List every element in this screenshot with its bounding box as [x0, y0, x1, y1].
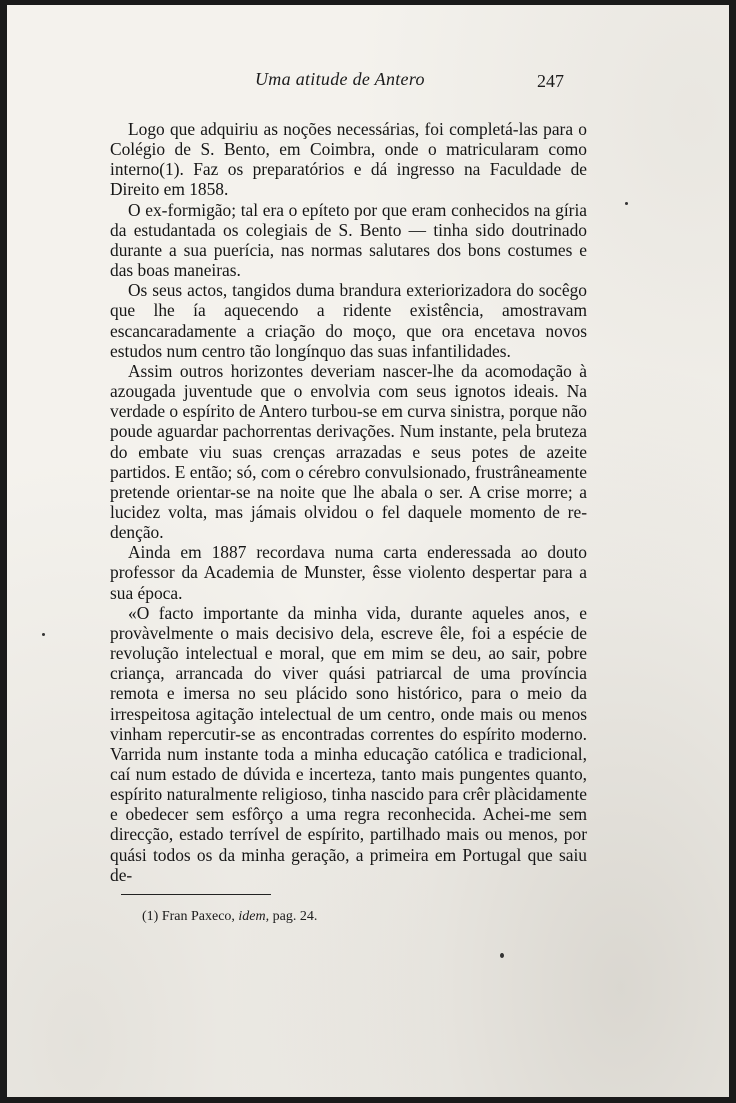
paragraph-1: Logo que adquiriu as noções necessárias, foi completá-las para o Colégio de S. Bento, em Coimbra, onde o matricularam como interno(1). Faz os preparatórios e dá ingresso na Faculdade de Direito em 1858. — [110, 119, 587, 200]
paper-speck — [500, 953, 504, 958]
paper-speck — [625, 202, 628, 205]
paragraph-3: Os seus actos, tangidos duma brandura exteriorizadora do socêgo que lhe ía aquecendo a ridente existência, amostravam escancaradamente a criação do moço, que ora encetava novos estudos num centro tão longínquo das suas infantilidades. — [110, 280, 587, 361]
paper-speck — [42, 633, 45, 636]
footnote-idem: idem, — [238, 909, 270, 924]
paragraph-2: O ex-formigão; tal era o epíteto por que eram conhecidos na gíria da estudantada os colegiais de S. Bento — tinha sido doutrinado durante a sua puerícia, nas normas salutares dos bons costumes e das boas maneiras. — [110, 199, 587, 281]
paragraph-6: «O facto importante da minha vida, durante aqueles anos, e provàvelmente o mais decisivo dela, escreve êle, foi a espécie de revolução intelectual e moral, que em mim se deu, ao sair, pobre criança, arrancada do viver quási patriarcal de uma província remota e imersa no seu plácido sono histórico, para o meio da irrespeitosa agitação intelectual de um centro, onde mais ou menos vinham repercutir-se as encontradas correntes do espírito moderno. Varrida num instante toda a minha educação católica e tradicional, caí num estado de dúvida e incerteza, tanto mais pungentes quanto, espírito naturalmente religioso, tinha nascido para crêr plàcidamente e obedecer sem esfôrço a uma regra reconhecida. Achei-me sem direcção, estado terrível de espírito, partilhado mais ou menos, por quási todos os da minha geração, a primeira em Portugal que saiu de- — [110, 602, 587, 885]
running-title: Uma atitude de Antero — [255, 69, 425, 89]
footnote-marker: (1) — [142, 909, 159, 924]
paragraph-4: Assim outros horizontes deveriam nascer-lhe da acomodação à azougada juventude que o envolvia com seus ignotos ideais. Na verdade o espírito de Antero turbou-se em curva sinistra, porque não poude aguardar pachorrentas derivações. Num instante, pela bruteza do embate viu suas crenças arrazadas e seus potes de azeite partidos. E então; só, com o cérebro convulsionado, frustrâneamente pretende orientar-se na noite que lhe abala o ser. A crise morre; a lucidez volta, mas jámais olvidou o fel daquele momento de redenção. — [110, 360, 587, 543]
body-text — [110, 119, 587, 885]
footnote-rule — [121, 894, 271, 895]
page-number: 247 — [537, 71, 564, 91]
paragraph-5: Ainda em 1887 recordava numa carta enderessada ao douto professor da Academia de Munster, êsse violento despertar para a sua época. — [110, 542, 587, 603]
footnote — [142, 909, 317, 925]
running-head — [7, 69, 729, 95]
footnote-page-ref: pag. 24. — [272, 909, 318, 924]
footnote-author: Fran Paxeco, — [161, 909, 235, 924]
book-page — [7, 5, 729, 1097]
